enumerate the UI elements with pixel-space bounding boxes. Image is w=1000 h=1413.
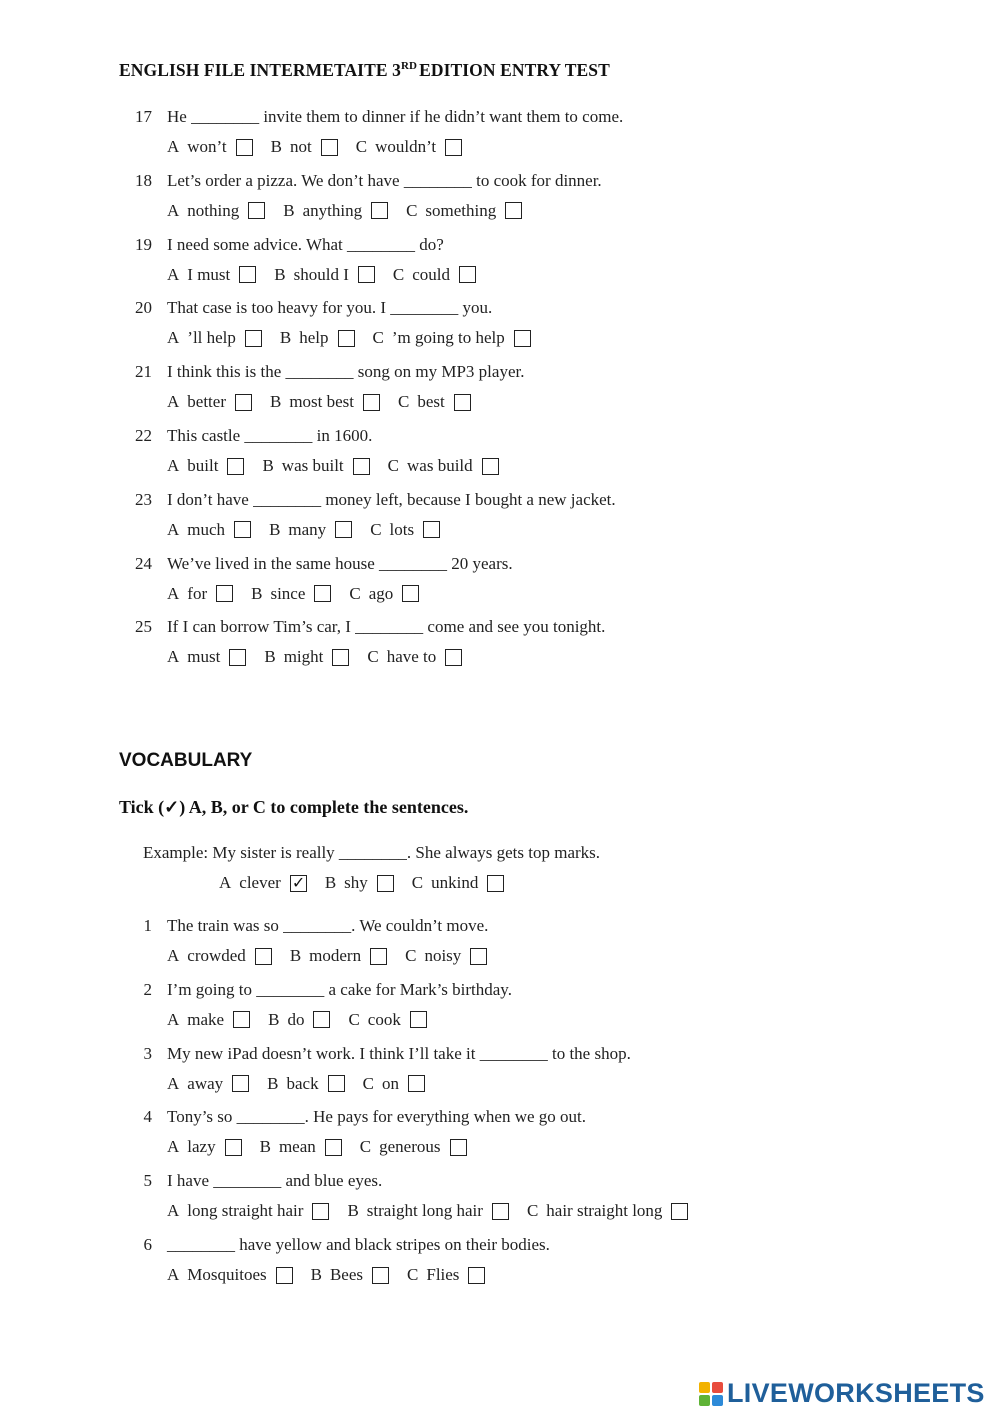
option-letter: C — [367, 647, 379, 667]
option-text: do — [287, 1009, 305, 1029]
answer-options — [167, 456, 517, 476]
answer-options — [167, 520, 458, 540]
checkbox[interactable] — [314, 585, 331, 602]
option-letter: B — [270, 137, 282, 156]
option-letter: B — [259, 1137, 271, 1157]
option-text: was build — [407, 456, 473, 475]
option-a[interactable] — [167, 1137, 242, 1157]
option-text: back — [286, 1073, 319, 1093]
option-text: much — [187, 519, 226, 539]
option-b[interactable] — [347, 1201, 509, 1221]
question-text: The train was so ________. We couldn’t move. — [167, 916, 489, 935]
option-b[interactable] — [290, 946, 387, 966]
option-b[interactable] — [267, 1074, 344, 1094]
option-text: might — [283, 647, 324, 667]
option-text: won’t — [187, 137, 227, 156]
option-b[interactable] — [271, 137, 338, 157]
answer-options — [167, 1137, 485, 1157]
option-letter: A — [167, 946, 180, 965]
option-c[interactable] — [356, 137, 462, 157]
option-c[interactable] — [373, 328, 531, 348]
option-c[interactable] — [370, 520, 440, 540]
option-letter: A — [167, 392, 180, 412]
option-text: for — [187, 583, 208, 603]
title-superscript: RD — [400, 60, 418, 72]
option-text: shy — [344, 873, 368, 892]
option-b[interactable] — [269, 520, 352, 540]
option-text: was built — [281, 456, 344, 475]
checkbox[interactable] — [487, 875, 504, 892]
checkbox[interactable] — [234, 521, 251, 538]
option-letter: B — [251, 583, 263, 603]
option-letter: B — [289, 946, 302, 965]
question-text: I have ________ and blue eyes. — [167, 1171, 383, 1191]
option-b[interactable] — [270, 392, 380, 412]
checkbox[interactable] — [505, 202, 522, 219]
question-text: I need some advice. What ________ do? — [167, 234, 444, 254]
checkbox[interactable] — [225, 1139, 242, 1156]
question-number: 5 — [143, 1171, 152, 1191]
question-text: Let’s order a pizza. We don’t have ________ to cook for dinner. — [167, 170, 602, 190]
question-text: If I can borrow Tim’s car, I ________ come and see you tonight. — [167, 617, 606, 637]
example-sentence: Example: My sister is really ________. She always gets top marks. — [143, 843, 601, 862]
option-c[interactable] — [407, 1265, 485, 1285]
option-a[interactable] — [219, 873, 307, 893]
option-letter: C — [372, 328, 384, 348]
option-text: crowded — [187, 946, 246, 965]
option-text: clever — [239, 873, 281, 892]
option-letter: C — [406, 200, 418, 220]
option-letter: A — [167, 328, 180, 348]
checkbox[interactable] — [235, 394, 252, 411]
option-c[interactable] — [348, 1010, 426, 1030]
option-letter: C — [405, 946, 417, 965]
option-text: straight long hair — [366, 1201, 483, 1221]
checkbox[interactable] — [353, 458, 370, 475]
option-a[interactable] — [167, 647, 246, 667]
checkbox[interactable] — [410, 1011, 427, 1028]
checkbox[interactable] — [313, 1011, 330, 1028]
question-text: He ________ invite them to dinner if he didn’t want them to come. — [167, 107, 624, 126]
option-c[interactable] — [367, 647, 462, 667]
option-text: ’m going to help — [391, 328, 505, 348]
option-letter: A — [167, 1201, 180, 1221]
answer-options — [167, 584, 437, 604]
checkbox[interactable] — [408, 1075, 425, 1092]
option-text: wouldn’t — [375, 137, 437, 156]
option-a[interactable] — [167, 137, 253, 157]
question-number: 3 — [143, 1043, 152, 1063]
option-text: unkind — [431, 873, 479, 892]
option-letter: B — [269, 519, 281, 539]
option-letter: B — [347, 1201, 359, 1221]
option-a[interactable] — [167, 1265, 293, 1285]
title-part1: ENGLISH FILE INTERMETAITE 3 — [119, 60, 401, 80]
checkbox[interactable] — [227, 458, 244, 475]
question-number: 17 — [135, 107, 152, 126]
checkbox[interactable] — [454, 394, 471, 411]
option-text: I must — [187, 264, 231, 284]
option-text: make — [187, 1009, 225, 1029]
question-text: That case is too heavy for you. I ________ you. — [167, 298, 493, 318]
checkbox[interactable] — [468, 1267, 485, 1284]
question-number: 6 — [143, 1235, 152, 1254]
checkbox[interactable] — [372, 1267, 389, 1284]
option-b[interactable] — [283, 201, 388, 221]
option-letter: B — [274, 264, 286, 284]
question-number: 19 — [135, 234, 152, 254]
option-letter: B — [268, 1009, 280, 1029]
option-letter: C — [359, 1137, 372, 1157]
option-a[interactable] — [167, 328, 262, 348]
answer-options — [167, 1265, 503, 1285]
option-letter: C — [348, 1009, 360, 1029]
option-text: have to — [386, 647, 437, 667]
option-text: could — [412, 264, 450, 284]
question-number: 2 — [143, 979, 152, 999]
option-b[interactable] — [262, 456, 369, 476]
option-text: ’ll help — [187, 328, 236, 348]
option-a[interactable] — [167, 265, 256, 285]
option-c[interactable] — [363, 1074, 425, 1094]
option-a[interactable] — [167, 584, 233, 604]
option-b[interactable] — [325, 873, 394, 893]
option-letter: B — [310, 1265, 322, 1284]
option-text: built — [187, 456, 219, 475]
checkbox[interactable] — [276, 1267, 293, 1284]
option-a[interactable] — [167, 520, 251, 540]
logo-mark-icon — [699, 1382, 723, 1406]
question-number: 22 — [135, 426, 152, 445]
question-text: I’m going to ________ a cake for Mark’s birthday. — [167, 979, 512, 999]
option-text: must — [187, 647, 221, 667]
question-text: I don’t have ________ money left, because I bought a new jacket. — [167, 489, 616, 509]
answer-options — [167, 265, 494, 285]
checkbox[interactable] — [482, 458, 499, 475]
title-part2: EDITION ENTRY TEST — [419, 60, 610, 80]
option-letter: C — [407, 1265, 419, 1284]
checkbox[interactable] — [232, 1075, 249, 1092]
checkbox[interactable] — [423, 521, 440, 538]
logo-text: LIVEWORKSHEETS — [727, 1378, 985, 1408]
option-letter: B — [324, 873, 337, 892]
option-letter: C — [370, 519, 382, 539]
question-number: 1 — [143, 916, 152, 935]
checkbox[interactable] — [325, 1139, 342, 1156]
option-c[interactable] — [393, 265, 476, 285]
option-text: noisy — [424, 946, 462, 965]
option-text: Mosquitoes — [187, 1265, 267, 1284]
answer-options — [167, 946, 505, 966]
answer-options — [167, 1201, 706, 1221]
option-c[interactable] — [360, 1137, 467, 1157]
checkbox[interactable] — [248, 202, 265, 219]
checkbox[interactable] — [363, 394, 380, 411]
option-b[interactable] — [251, 584, 331, 604]
option-text: generous — [379, 1137, 441, 1157]
option-text: anything — [302, 200, 363, 220]
option-text: not — [289, 137, 312, 156]
checkbox[interactable] — [377, 875, 394, 892]
question-text: We’ve lived in the same house ________ 20 years. — [167, 553, 513, 573]
option-letter: C — [526, 1201, 539, 1221]
option-b[interactable] — [274, 265, 375, 285]
option-a[interactable] — [167, 1201, 329, 1221]
option-a[interactable] — [167, 946, 272, 966]
option-letter: B — [283, 200, 295, 220]
answer-options — [167, 137, 480, 157]
answer-options — [167, 328, 549, 348]
option-letter: C — [398, 392, 410, 412]
option-c[interactable] — [405, 946, 487, 966]
option-b[interactable] — [268, 1010, 330, 1030]
option-b[interactable] — [311, 1265, 389, 1285]
option-c[interactable] — [398, 392, 471, 412]
option-text: Flies — [426, 1265, 460, 1284]
option-b[interactable] — [280, 328, 355, 348]
option-letter: B — [264, 647, 276, 667]
checkbox[interactable] — [445, 649, 462, 666]
option-letter: A — [167, 1009, 180, 1029]
checkbox[interactable] — [459, 266, 476, 283]
checkbox[interactable] — [312, 1203, 329, 1220]
option-letter: C — [362, 1073, 374, 1093]
option-text: help — [299, 328, 329, 348]
option-text: away — [187, 1073, 224, 1093]
option-letter: C — [392, 264, 405, 284]
checkbox[interactable] — [245, 330, 262, 347]
checkbox[interactable] — [236, 139, 253, 156]
checkbox[interactable] — [492, 1203, 509, 1220]
checkbox[interactable] — [470, 948, 487, 965]
option-text: most best — [289, 392, 355, 412]
checkbox[interactable] — [338, 330, 355, 347]
option-letter: A — [167, 1137, 180, 1157]
checkbox[interactable] — [332, 649, 349, 666]
checkbox[interactable] — [370, 948, 387, 965]
answer-options — [167, 1074, 443, 1094]
checkbox[interactable] — [402, 585, 419, 602]
vocabulary-heading: VOCABULARY — [119, 750, 253, 771]
question-number: 24 — [135, 553, 152, 573]
question-text: ________ have yellow and black stripes on their bodies. — [167, 1235, 550, 1254]
question-number: 4 — [143, 1107, 152, 1127]
question-text: My new iPad doesn’t work. I think I’ll take it ________ to the shop. — [167, 1043, 631, 1063]
liveworksheets-logo — [699, 1378, 985, 1409]
option-letter: B — [269, 392, 282, 412]
option-letter: A — [167, 456, 180, 475]
option-text: lots — [389, 519, 415, 539]
question-text: I think this is the ________ song on my MP3 player. — [167, 362, 525, 382]
vocabulary-instruction: Tick (✓) A, B, or C to complete the sentences. — [119, 797, 469, 817]
checkbox[interactable] — [358, 266, 375, 283]
option-letter: A — [167, 583, 180, 603]
checkbox[interactable] — [450, 1139, 467, 1156]
option-letter: A — [167, 519, 180, 539]
question-number: 25 — [135, 617, 152, 637]
option-b[interactable] — [260, 1137, 342, 1157]
option-text: nothing — [187, 200, 240, 220]
checkbox-checked[interactable] — [290, 875, 307, 892]
option-text: something — [425, 200, 497, 220]
checkbox[interactable] — [514, 330, 531, 347]
option-letter: A — [167, 647, 180, 667]
option-letter: C — [355, 137, 368, 156]
checkbox[interactable] — [371, 202, 388, 219]
checkbox[interactable] — [216, 585, 233, 602]
option-letter: A — [167, 200, 180, 220]
question-text: Tony’s so ________. He pays for everything when we go out. — [167, 1107, 587, 1127]
option-letter: C — [387, 456, 399, 475]
option-text: hair straight long — [546, 1201, 663, 1221]
option-letter: A — [167, 264, 180, 284]
option-text: many — [288, 519, 327, 539]
question-text: This castle ________ in 1600. — [167, 426, 373, 445]
option-text: modern — [309, 946, 362, 965]
checkbox[interactable] — [335, 521, 352, 538]
option-c[interactable] — [349, 584, 419, 604]
checkbox[interactable] — [445, 139, 462, 156]
option-a[interactable] — [167, 456, 244, 476]
option-text: long straight hair — [187, 1201, 304, 1221]
option-c[interactable] — [388, 456, 499, 476]
checkbox[interactable] — [239, 266, 256, 283]
option-letter: A — [167, 1073, 180, 1093]
checkbox[interactable] — [233, 1011, 250, 1028]
option-text: mean — [278, 1137, 316, 1157]
answer-options — [167, 201, 540, 221]
option-letter: C — [349, 583, 361, 603]
option-letter: B — [279, 328, 292, 348]
question-number: 18 — [135, 170, 152, 190]
option-text: should I — [293, 264, 349, 284]
option-text: ago — [368, 583, 394, 603]
checkbox[interactable] — [328, 1075, 345, 1092]
option-a[interactable] — [167, 1010, 250, 1030]
option-text: since — [270, 583, 306, 603]
checkbox[interactable] — [671, 1203, 688, 1220]
option-text: Bees — [329, 1265, 364, 1284]
option-c[interactable] — [527, 1201, 689, 1221]
option-a[interactable] — [167, 392, 252, 412]
answer-options — [167, 392, 489, 412]
question-number: 20 — [135, 298, 152, 318]
option-letter: B — [267, 1073, 279, 1093]
answer-options — [167, 1010, 445, 1030]
option-text: better — [187, 392, 226, 412]
option-a[interactable] — [167, 201, 265, 221]
option-c[interactable] — [406, 201, 522, 221]
option-b[interactable] — [264, 647, 349, 667]
option-letter: B — [262, 456, 274, 475]
question-number: 21 — [135, 362, 152, 382]
checkbox[interactable] — [229, 649, 246, 666]
option-a[interactable] — [167, 1074, 249, 1094]
option-text: on — [381, 1073, 399, 1093]
option-letter: A — [167, 1265, 180, 1284]
option-text: cook — [367, 1009, 401, 1029]
option-letter: A — [167, 137, 180, 156]
answer-options — [167, 647, 480, 667]
option-text: best — [417, 392, 445, 412]
option-c[interactable] — [412, 873, 505, 893]
option-text: lazy — [187, 1137, 216, 1157]
option-letter: C — [411, 873, 424, 892]
example-options — [219, 873, 522, 893]
option-letter: A — [219, 873, 232, 892]
checkbox[interactable] — [321, 139, 338, 156]
question-number: 23 — [135, 489, 152, 509]
checkbox[interactable] — [255, 948, 272, 965]
page-title — [119, 60, 610, 81]
